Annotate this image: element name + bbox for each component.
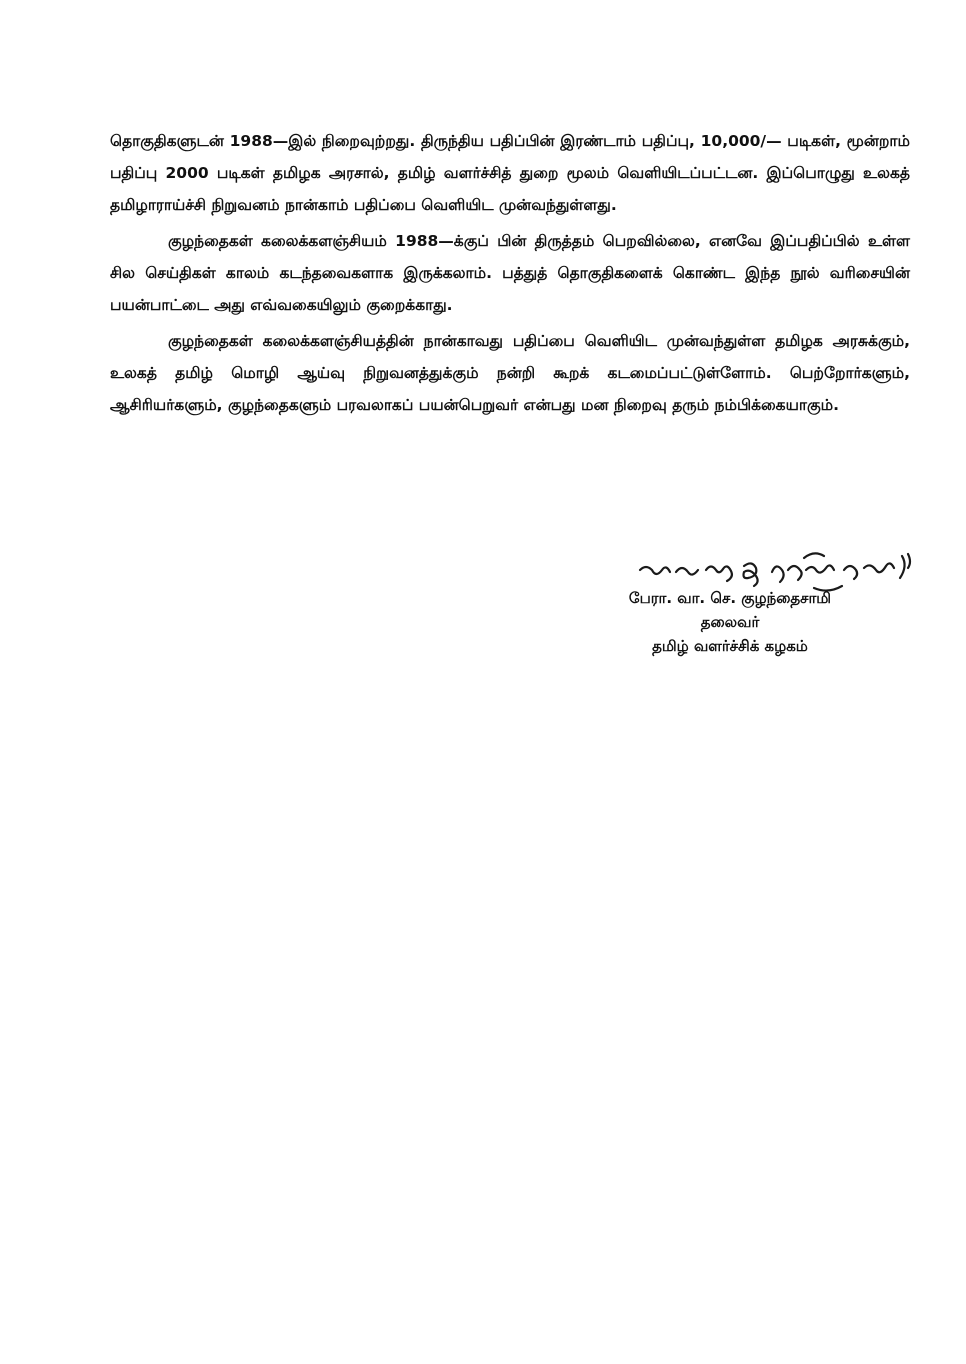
document-body — [110, 125, 910, 425]
paragraph-3: குழந்தைகள் கலைக்களஞ்சியத்தின் நான்காவது பதிப்பை வெளியிட முன்வந்துள்ள தமிழக அரசுக்கும், உலகத் தமிழ் மொழி ஆய்வு நிறுவனத்துக்கும் நன்றி கூறக் கடமைப்பட்டுள்ளோம். பெற்றோர்களும், ஆசிரியர்களும், குழந்தைகளும் பரவலாகப் பயன்பெறுவர் என்பது மன நிறைவு தரும் நம்பிக்கையாகும். — [110, 332, 910, 414]
signatory-title: தலைவர் — [700, 613, 760, 631]
signatory-block — [570, 586, 890, 658]
signatory-organization: தமிழ் வளர்ச்சிக் கழகம் — [652, 637, 808, 655]
paragraph-1: தொகுதிகளுடன் 1988—இல் நிறைவுற்றது. திருந்திய பதிப்பின் இரண்டாம் பதிப்பு, 10,000/— படிகள், மூன்றாம் பதிப்பு 2000 படிகள் தமிழக அரசால், தமிழ் வளர்ச்சித் துறை மூலம் வெளியிடப்பட்டன. இப்பொழுது உலகத் தமிழாராய்ச்சி நிறுவனம் நான்காம் பதிப்பை வெளியிட முன்வந்துள்ளது. — [110, 132, 910, 214]
paragraph-2: குழந்தைகள் கலைக்களஞ்சியம் 1988—க்குப் பின் திருத்தம் பெறவில்லை, எனவே இப்பதிப்பில் உள்ள சில செய்திகள் காலம் கடந்தவைகளாக இருக்கலாம். பத்துத் தொகுதிகளைக் கொண்ட இந்த நூல் வரிசையின் பயன்பாட்டை அது எவ்வகையிலும் குறைக்காது. — [110, 232, 910, 314]
signatory-name: பேரா. வா. செ. குழந்தைசாமி — [628, 589, 832, 607]
